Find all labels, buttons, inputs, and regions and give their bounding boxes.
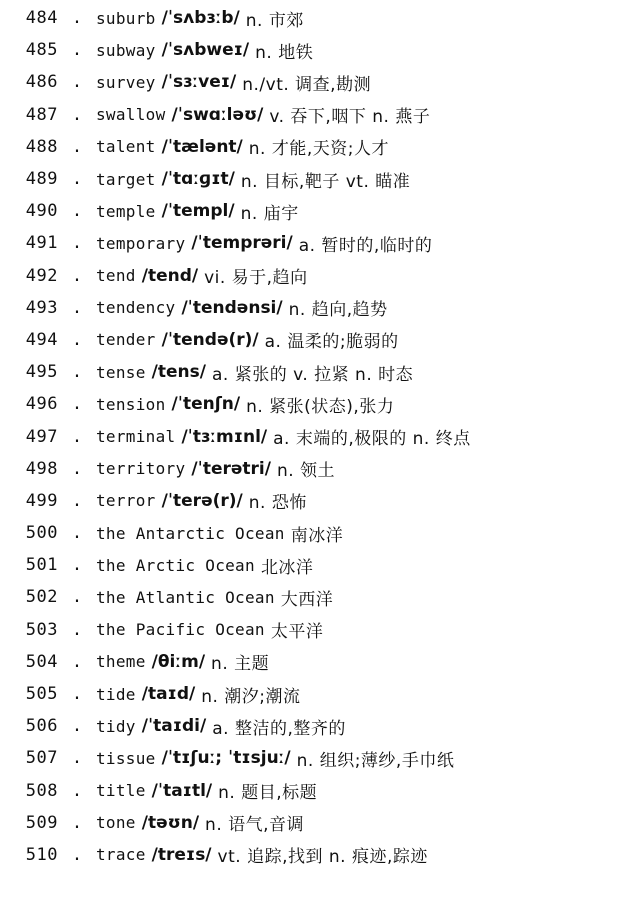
vocab-entry <box>0 549 640 581</box>
entry-separator: . <box>71 40 83 61</box>
entry-separator: . <box>71 812 83 833</box>
entry-rows <box>0 2 640 871</box>
entry-definition: n. 领土 <box>276 461 336 482</box>
entry-phonetic: /ˈsʌbɜːb/ <box>161 8 240 29</box>
entry-definition: n./vt. 调查,勘测 <box>242 74 372 95</box>
entry-word: terminal <box>96 427 176 447</box>
entry-word: tone <box>96 813 136 833</box>
entry-word: tender <box>96 330 156 350</box>
entry-separator: . <box>71 72 83 93</box>
entry-number: 489 <box>25 169 58 190</box>
entry-definition: a. 暂时的,临时的 <box>298 235 433 256</box>
entry-definition: n. 主题 <box>211 654 270 675</box>
entry-separator: . <box>71 748 83 769</box>
entry-number: 510 <box>25 844 58 865</box>
entry-separator: . <box>71 523 83 544</box>
entry-separator: . <box>71 104 83 125</box>
entry-word: tense <box>96 362 146 382</box>
entry-separator: . <box>71 684 83 705</box>
vocab-entry <box>0 260 640 292</box>
entry-phonetic: /ˈterə(r)/ <box>161 490 243 511</box>
entry-number: 499 <box>25 490 58 511</box>
entry-number: 509 <box>25 812 58 833</box>
entry-separator: . <box>71 490 83 511</box>
entry-phonetic: /ˈtælənt/ <box>161 136 243 157</box>
entry-definition: a. 温柔的;脆弱的 <box>264 332 399 353</box>
entry-number: 484 <box>25 8 58 29</box>
entry-phonetic: /ˈtaɪtl/ <box>151 780 213 801</box>
vocab-entry <box>0 2 640 34</box>
entry-number: 496 <box>25 394 58 415</box>
entry-number: 487 <box>25 104 58 125</box>
entry-phonetic: /ˈtɜːmɪnl/ <box>181 426 268 447</box>
vocabulary-list <box>0 2 640 871</box>
entry-phonetic: /tens/ <box>151 362 206 383</box>
entry-definition: 太平洋 <box>270 622 324 643</box>
vocab-entry <box>0 485 640 517</box>
vocab-entry <box>0 356 640 388</box>
vocab-entry <box>0 99 640 131</box>
entry-phonetic: /ˈtemprəri/ <box>191 233 293 254</box>
entry-definition: a. 末端的,极限的 n. 终点 <box>273 429 471 450</box>
entry-word: tension <box>96 394 166 414</box>
entry-phonetic: /ˈswɑːləʊ/ <box>171 104 264 125</box>
entry-definition: n. 趋向,趋势 <box>288 300 388 321</box>
entry-number: 508 <box>25 780 58 801</box>
entry-phonetic: /ˈtaɪdi/ <box>141 716 207 737</box>
entry-number: 500 <box>25 523 58 544</box>
entry-number: 506 <box>25 716 58 737</box>
entry-phonetic: /ˈtɑːɡɪt/ <box>161 169 235 190</box>
entry-phonetic: /taɪd/ <box>141 684 196 705</box>
entry-definition: n. 题目,标题 <box>218 783 318 804</box>
entry-word: temple <box>96 201 156 221</box>
entry-number: 507 <box>25 748 58 769</box>
entry-number: 498 <box>25 458 58 479</box>
entry-separator: . <box>71 233 83 254</box>
entry-word: subway <box>96 40 156 60</box>
vocab-entry <box>0 34 640 66</box>
vocab-entry <box>0 839 640 871</box>
entry-number: 488 <box>25 136 58 157</box>
entry-separator: . <box>71 651 83 672</box>
entry-word: tide <box>96 684 136 704</box>
entry-number: 505 <box>25 684 58 705</box>
entry-definition: v. 吞下,咽下 n. 燕子 <box>269 107 431 128</box>
entry-word: the Pacific Ocean <box>96 620 265 640</box>
entry-number: 492 <box>25 265 58 286</box>
entry-number: 504 <box>25 651 58 672</box>
entry-separator: . <box>71 844 83 865</box>
entry-word: tissue <box>96 748 156 768</box>
entry-word: the Arctic Ocean <box>96 555 255 575</box>
entry-separator: . <box>71 136 83 157</box>
entry-separator: . <box>71 265 83 286</box>
entry-word: tidy <box>96 716 136 736</box>
entry-number: 486 <box>25 72 58 93</box>
vocab-entry <box>0 292 640 324</box>
entry-word: swallow <box>96 105 166 125</box>
entry-phonetic: /ˈsɜːveɪ/ <box>161 72 237 93</box>
entry-definition: n. 才能,天资;人才 <box>248 139 389 160</box>
entry-separator: . <box>71 555 83 576</box>
entry-separator: . <box>71 780 83 801</box>
entry-separator: . <box>71 329 83 350</box>
entry-phonetic: /ˈsʌbweɪ/ <box>161 40 250 61</box>
entry-definition: n. 恐怖 <box>248 493 307 514</box>
entry-definition: 南冰洋 <box>290 525 344 546</box>
entry-phonetic: /ˈtendə(r)/ <box>161 329 259 350</box>
entry-definition: 大西洋 <box>280 589 334 610</box>
entry-number: 497 <box>25 426 58 447</box>
entry-number: 502 <box>25 587 58 608</box>
entry-word: trace <box>96 845 146 865</box>
entry-number: 503 <box>25 619 58 640</box>
entry-number: 491 <box>25 233 58 254</box>
vocab-entry <box>0 453 640 485</box>
entry-word: tend <box>96 266 136 286</box>
entry-definition: a. 整洁的,整齐的 <box>212 718 346 739</box>
entry-number: 494 <box>25 329 58 350</box>
entry-separator: . <box>71 169 83 190</box>
vocab-entry <box>0 646 640 678</box>
vocab-entry <box>0 517 640 549</box>
vocab-entry <box>0 775 640 807</box>
entry-separator: . <box>71 587 83 608</box>
entry-number: 495 <box>25 362 58 383</box>
entry-separator: . <box>71 362 83 383</box>
entry-separator: . <box>71 8 83 29</box>
entry-word: target <box>96 169 156 189</box>
vocab-entry <box>0 227 640 259</box>
vocab-entry <box>0 581 640 613</box>
entry-separator: . <box>71 458 83 479</box>
entry-phonetic: /təʊn/ <box>141 812 200 833</box>
entry-definition: a. 紧张的 v. 拉紧 n. 时态 <box>211 364 414 385</box>
entry-separator: . <box>71 201 83 222</box>
entry-definition: n. 紧张(状态),张力 <box>246 396 395 417</box>
vocab-entry <box>0 742 640 774</box>
entry-separator: . <box>71 426 83 447</box>
vocab-entry <box>0 324 640 356</box>
entry-phonetic: /θiːm/ <box>151 651 206 672</box>
vocab-entry <box>0 195 640 227</box>
entry-number: 490 <box>25 201 58 222</box>
vocab-entry <box>0 420 640 452</box>
entry-number: 485 <box>25 40 58 61</box>
entry-definition: vi. 易于,趋向 <box>204 268 308 289</box>
entry-number: 501 <box>25 555 58 576</box>
entry-separator: . <box>71 716 83 737</box>
vocab-entry <box>0 163 640 195</box>
entry-word: temporary <box>96 233 186 253</box>
entry-word: the Atlantic Ocean <box>96 587 275 607</box>
vocab-entry <box>0 66 640 98</box>
entry-phonetic: /tend/ <box>141 265 199 286</box>
entry-word: theme <box>96 652 146 672</box>
vocab-entry <box>0 131 640 163</box>
entry-word: territory <box>96 459 186 479</box>
entry-word: the Antarctic Ocean <box>96 523 285 543</box>
entry-definition: n. 语气,音调 <box>205 815 305 836</box>
vocab-entry <box>0 388 640 420</box>
entry-word: title <box>96 781 146 801</box>
entry-definition: vt. 追踪,找到 n. 痕迹,踪迹 <box>217 847 428 868</box>
entry-definition: n. 庙宇 <box>240 203 299 224</box>
entry-phonetic: /ˈterətri/ <box>191 458 271 479</box>
entry-definition: n. 地铁 <box>255 42 314 63</box>
entry-definition: 北冰洋 <box>260 557 314 578</box>
entry-phonetic: /ˈtɪʃuː; ˈtɪsjuː/ <box>161 748 291 769</box>
entry-phonetic: /treɪs/ <box>151 844 212 865</box>
entry-word: tendency <box>96 298 176 318</box>
entry-definition: n. 目标,靶子 vt. 瞄准 <box>240 171 411 192</box>
entry-definition: n. 潮汐;潮流 <box>201 686 301 707</box>
entry-word: suburb <box>96 8 156 28</box>
entry-word: talent <box>96 137 156 157</box>
vocab-entry <box>0 710 640 742</box>
entry-definition: n. 组织;薄纱,手巾纸 <box>296 750 455 771</box>
vocab-entry <box>0 614 640 646</box>
entry-phonetic: /ˈtempl/ <box>161 201 235 222</box>
entry-definition: n. 市郊 <box>245 10 304 31</box>
entry-phonetic: /ˈtenʃn/ <box>171 394 241 415</box>
entry-number: 493 <box>25 297 58 318</box>
entry-phonetic: /ˈtendənsi/ <box>181 297 283 318</box>
entry-separator: . <box>71 394 83 415</box>
entry-separator: . <box>71 297 83 318</box>
vocab-entry <box>0 807 640 839</box>
entry-separator: . <box>71 619 83 640</box>
vocab-entry <box>0 678 640 710</box>
entry-word: terror <box>96 491 156 511</box>
entry-word: survey <box>96 72 156 92</box>
